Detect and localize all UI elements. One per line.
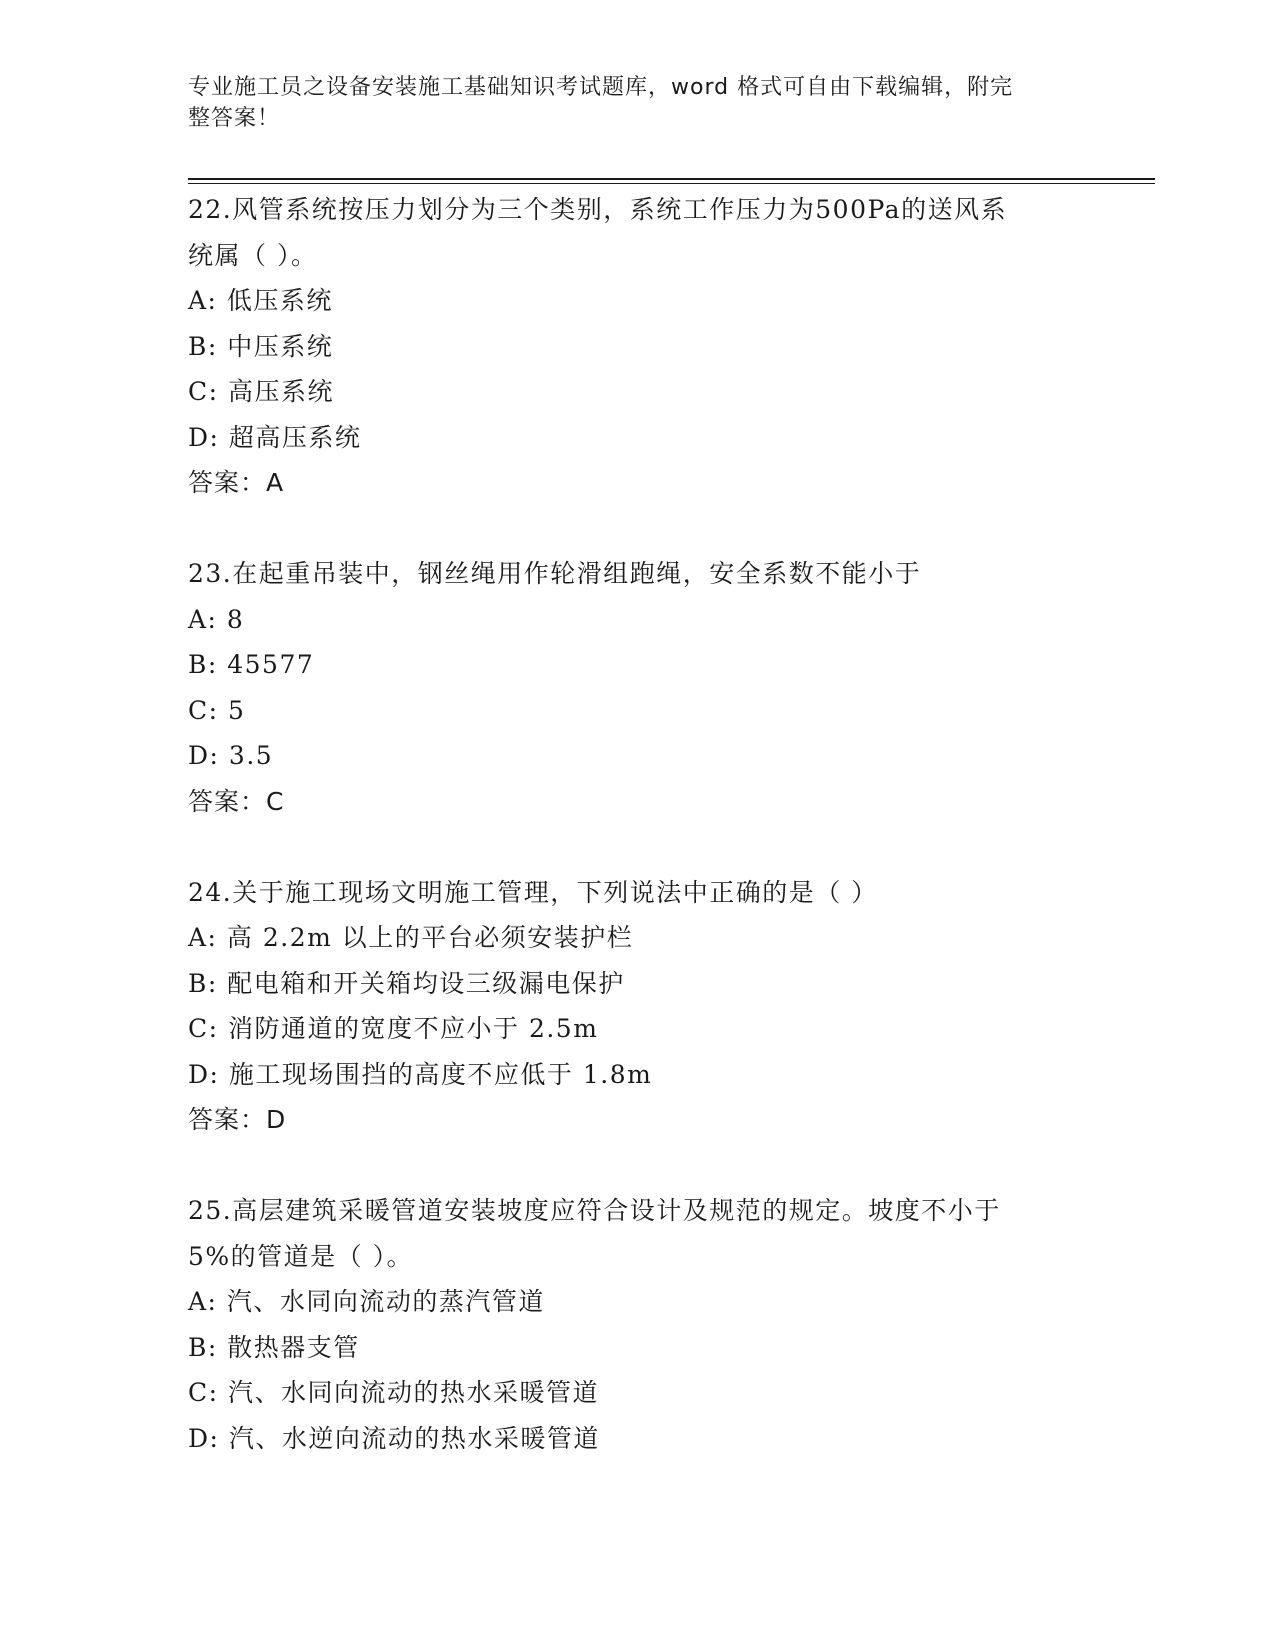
question-stem-line: 5%的管道是（ ）。 — [188, 1241, 414, 1271]
document-header — [188, 72, 1068, 134]
option-d: D: 施工现场围挡的高度不应低于 1.8m — [188, 1059, 653, 1089]
answer-line: 答案：D — [188, 1105, 287, 1134]
question-25 — [188, 1188, 1088, 1461]
header-line-2: 整答案！ — [188, 106, 281, 131]
question-24 — [188, 870, 1088, 1143]
option-b: B: 配电箱和开关箱均设三级漏电保护 — [188, 968, 625, 998]
option-a: A: 8 — [188, 604, 245, 634]
answer-line: 答案：C — [188, 786, 285, 816]
option-c: C: 消防通道的宽度不应小于 2.5m — [188, 1014, 599, 1043]
question-spacer — [188, 1143, 1088, 1189]
option-a: A: 高 2.2m 以上的平台必须安装护栏 — [188, 923, 634, 952]
question-stem-line: 22.风管系统按压力划分为三个类别，系统工作压力为500Pa的送风系 — [188, 195, 1008, 224]
option-b: B: 散热器支管 — [188, 1332, 360, 1362]
option-c: C: 5 — [188, 695, 246, 725]
option-a: A: 低压系统 — [188, 286, 333, 315]
header-divider-thick — [188, 178, 1155, 180]
option-c: C: 汽、水同向流动的热水采暖管道 — [188, 1378, 599, 1407]
header-divider-thin — [188, 183, 1155, 184]
option-b: B: 中压系统 — [188, 331, 334, 361]
question-stem-line: 统属（ ）。 — [188, 240, 318, 270]
option-c: C: 高压系统 — [188, 377, 334, 406]
answer-line: 答案：A — [188, 468, 285, 497]
question-spacer — [188, 824, 1088, 870]
option-d: D: 汽、水逆向流动的热水采暖管道 — [188, 1423, 600, 1453]
question-stem-line: 24.关于施工现场文明施工管理，下列说法中正确的是（ ） — [188, 877, 878, 907]
question-stem-line: 23.在起重吊装中，钢丝绳用作轮滑组跑绳，安全系数不能小于 — [188, 559, 922, 588]
question-23 — [188, 551, 1088, 824]
question-spacer — [188, 506, 1088, 552]
header-line-1: 专业施工员之设备安装施工基础知识考试题库，word 格式可自由下载编辑，附完 — [188, 75, 1014, 100]
option-b: B: 45577 — [188, 650, 315, 679]
option-a: A: 汽、水同向流动的蒸汽管道 — [188, 1287, 545, 1316]
question-22 — [188, 187, 1088, 506]
option-d: D: 超高压系统 — [188, 422, 362, 452]
question-list — [188, 187, 1088, 1461]
question-stem-line: 25.高层建筑采暖管道安装坡度应符合设计及规范的规定。坡度不小于 — [188, 1196, 1001, 1225]
option-d: D: 3.5 — [188, 741, 274, 770]
